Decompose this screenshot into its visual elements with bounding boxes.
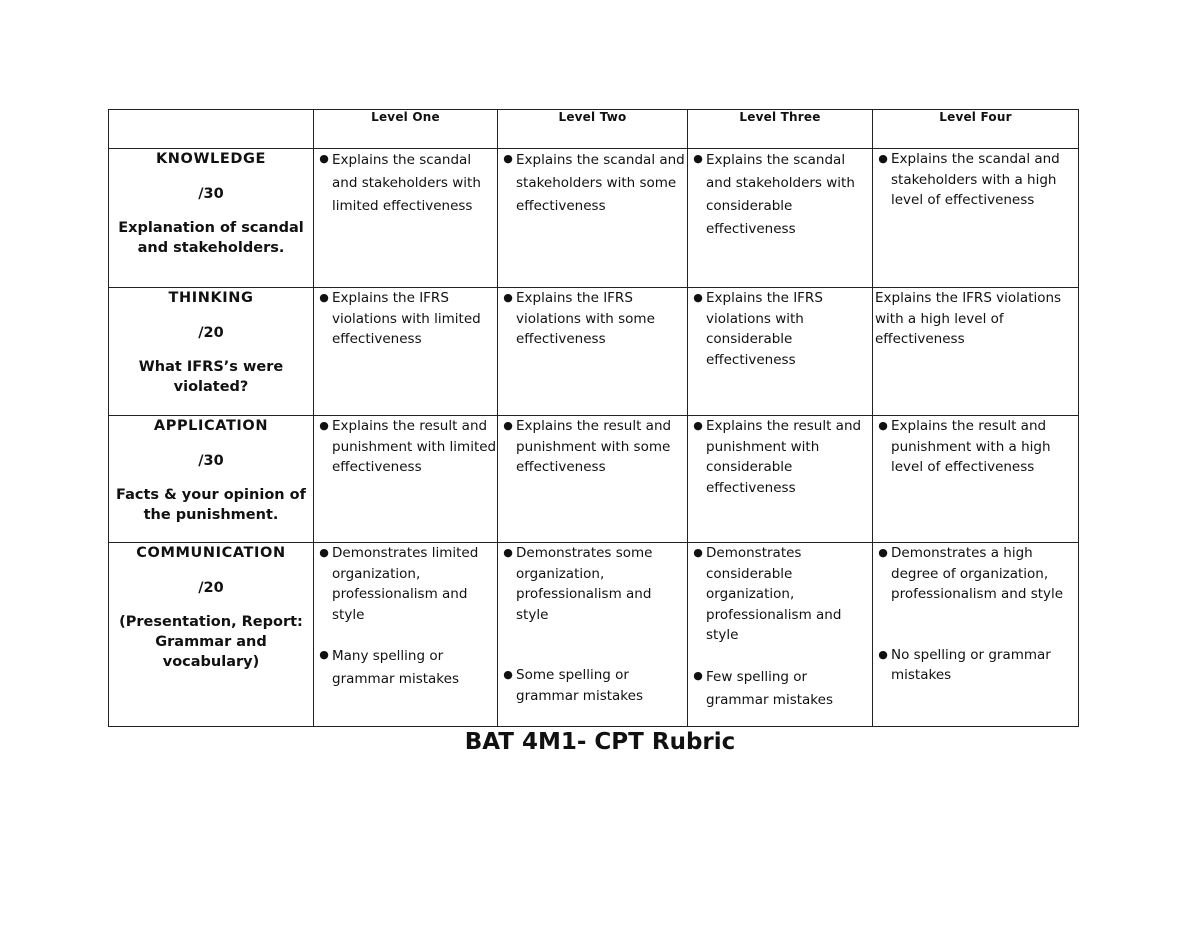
criterion-name: APPLICATION [153,418,269,434]
bullet-dot-icon: ● [319,152,329,165]
criterion-score: /20 [198,325,224,341]
descriptor-text: Explains the IFRS violations with some effectiveness [516,290,655,347]
descriptor-text: Explains the result and punishment with some effectiveness [516,418,672,475]
criterion-score: /20 [198,580,224,596]
level-one-cell [314,416,498,543]
descriptor-text: Explains the scandal and stakeholders with some effectiveness [516,152,685,214]
bullet-dot-icon: ● [878,546,888,559]
descriptor-text: Explains the result and punishment with a high level of effectiveness [891,418,1051,475]
list-item [873,543,1078,605]
list-item [873,416,1078,478]
bullet-dot-icon: ● [693,419,703,432]
list-item [688,416,872,498]
level-one-cell [314,543,498,727]
level-two-cell [498,149,688,288]
list-item [314,543,497,625]
bullet-dot-icon: ● [503,291,513,304]
criterion-description: (Presentation, Report: Grammar and vocabulary) [119,614,303,670]
level-four-cell [873,288,1079,416]
list-item [688,149,872,241]
bullet-dot-icon: ● [503,546,513,559]
list-item [873,645,1078,686]
criterion-name: THINKING [168,290,254,306]
descriptor-text: Demonstrates limited organization, professionalism and style [332,545,479,623]
bullet-dot-icon: ● [878,419,888,432]
level-four-cell [873,149,1079,288]
spacer [873,605,1078,645]
descriptor-text: Explains the scandal and stakeholders with a high level of effectiveness [891,151,1060,208]
criterion-description: Explanation of scandal and stakeholders. [118,220,304,256]
descriptor-text: Explains the IFRS violations with considerable effectiveness [706,290,823,368]
header-level-four: Level Four [873,110,1079,149]
spacer [314,625,497,645]
list-item [498,416,687,478]
list-item [688,543,872,646]
table-row-knowledge [109,149,1079,288]
descriptor-text: Demonstrates considerable organization, professionalism and style [706,545,842,643]
level-three-cell [688,416,873,543]
level-two-cell [498,416,688,543]
header-level-one: Level One [314,110,498,149]
spacer [498,625,687,665]
criterion-description: What IFRS’s were violated? [138,359,284,395]
bullet-dot-icon: ● [878,647,888,661]
list-item [688,288,872,370]
descriptor-text: Few spelling or grammar mistakes [706,668,833,708]
bullet-dot-icon: ● [319,648,329,661]
table-row-thinking [109,288,1079,416]
bullet-dot-icon: ● [878,152,888,165]
bullet-dot-icon: ● [503,152,513,165]
list-item [314,416,497,478]
criterion-score: /30 [198,186,224,202]
list-item [314,645,497,691]
descriptor-text: Many spelling or grammar mistakes [332,648,459,687]
list-item [498,543,687,625]
bullet-dot-icon: ● [693,668,703,682]
descriptor-text: Explains the scandal and stakeholders with limited effectiveness [332,152,481,214]
descriptor-text: Explains the IFRS violations with a high level of effectiveness [875,290,1062,347]
descriptor-text: Explains the scandal and stakeholders with considerable effectiveness [706,152,855,237]
list-item [498,149,687,218]
list-item [498,288,687,350]
rubric-table [108,109,1079,727]
level-three-cell [688,543,873,727]
criterion-cell [109,149,314,288]
level-three-cell [688,288,873,416]
descriptor-text: Explains the result and punishment with considerable effectiveness [706,418,862,496]
bullet-dot-icon: ● [319,291,329,304]
level-four-cell [873,416,1079,543]
header-level-three: Level Three [688,110,873,149]
criterion-cell [109,543,314,727]
bullet-dot-icon: ● [503,419,513,432]
descriptor-text: Demonstrates some organization, professionalism and style [516,545,653,623]
descriptor-text: Demonstrates a high degree of organization, professionalism and style [891,545,1064,602]
criterion-cell [109,288,314,416]
criterion-cell [109,416,314,543]
criterion-name: KNOWLEDGE [155,151,267,167]
list-item [688,666,872,712]
level-two-cell [498,288,688,416]
list-item [314,288,497,350]
level-three-cell [688,149,873,288]
bullet-dot-icon: ● [693,546,703,559]
table-row-application [109,416,1079,543]
header-level-two: Level Two [498,110,688,149]
descriptor-text: Explains the result and punishment with limited effectiveness [332,418,497,475]
criterion-description: Facts & your opinion of the punishment. [116,487,306,523]
bullet-dot-icon: ● [319,546,329,559]
descriptor-text: Some spelling or grammar mistakes [516,667,643,704]
bullet-dot-icon: ● [693,291,703,304]
descriptor-text: No spelling or grammar mistakes [891,646,1051,683]
criterion-score: /30 [198,453,224,469]
level-one-cell [314,149,498,288]
list-item [314,149,497,218]
table-row-communication [109,543,1079,727]
page-title: BAT 4M1- CPT Rubric [464,729,736,755]
bullet-dot-icon: ● [319,419,329,432]
bullet-dot-icon: ● [503,668,513,681]
list-item [873,149,1078,211]
spacer [688,646,872,666]
level-two-cell [498,543,688,727]
criterion-name: COMMUNICATION [136,545,286,561]
list-item [498,665,687,706]
descriptor-text: Explains the IFRS violations with limited effectiveness [332,290,481,347]
level-four-cell [873,543,1079,727]
header-row [109,110,1079,149]
level-one-cell [314,288,498,416]
header-blank [109,110,314,149]
bullet-dot-icon: ● [693,152,703,165]
